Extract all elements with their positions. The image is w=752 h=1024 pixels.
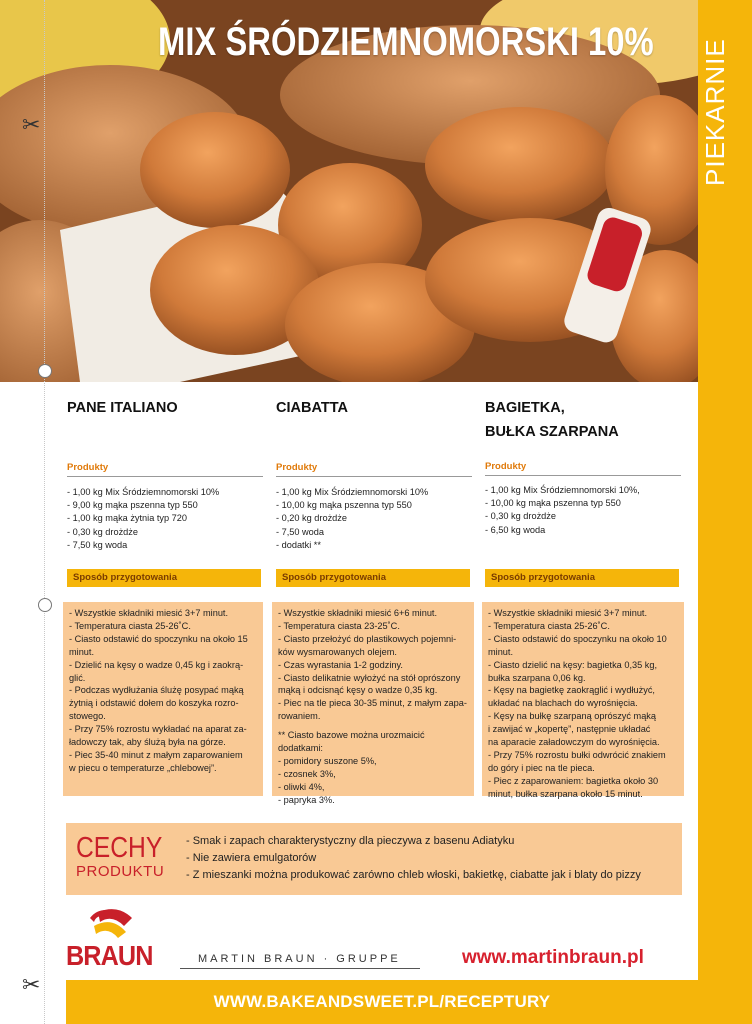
- preparation-header: Sposób przygotowania: [485, 569, 679, 587]
- list-item: - Przy 75% rozrostu wykładać na aparat za-: [69, 724, 247, 735]
- list-item: minut, bułka szarpana około 15 minut.: [488, 788, 643, 799]
- scissors-icon: ✂: [22, 112, 41, 137]
- list-item: - Ciasto przełożyć do plastikowych pojemni-: [278, 633, 457, 644]
- list-item: - Nie zawiera emulgatorów: [186, 852, 317, 864]
- preparation-header: Sposób przygotowania: [276, 569, 470, 587]
- list-item: - 0,30 kg drożdże: [485, 511, 556, 522]
- recipe-title-line: BUŁKA SZARPANA: [485, 424, 619, 440]
- features-list: [186, 833, 641, 884]
- list-item: - Wszystkie składniki miesić 3+7 minut.: [488, 608, 648, 618]
- category-label: [700, 136, 731, 186]
- list-item: stowego.: [69, 711, 106, 722]
- products-label: Produkty: [276, 462, 318, 473]
- list-item: - Piec 35-40 minut z małym zaparowaniem: [69, 749, 243, 760]
- recipe-column-ciabatta: [276, 396, 470, 420]
- products-list: [276, 486, 428, 552]
- features-title: CECHY: [76, 832, 163, 864]
- divider: [485, 475, 681, 476]
- brand-wordmark: BRAUN: [66, 940, 153, 971]
- list-item: - 7,50 woda: [276, 526, 325, 537]
- list-item: ** Ciasto bazowe można urozmaicić dodatkami:: [278, 730, 425, 754]
- list-item: - Dzielić na kęsy o wadze 0,45 kg i zaokrą-: [69, 659, 244, 670]
- list-item: - 10,00 kg mąka pszenna typ 550: [485, 498, 621, 509]
- products-list: [485, 484, 640, 537]
- recipe-title: CIABATTA: [276, 400, 348, 416]
- list-item: - Wszystkie składniki miesić 6+6 minut.: [278, 608, 438, 618]
- divider: [276, 476, 472, 477]
- list-item: - oliwki 4%,: [278, 781, 325, 792]
- list-item: bułka szarpana 0,06 kg.: [488, 672, 586, 683]
- list-item: ków wysmarowanych olejem.: [278, 646, 397, 657]
- page-title: MIX ŚRÓDZIEMNOMORSKI 10%: [158, 20, 654, 64]
- preparation-box: [272, 602, 474, 805]
- divider: [180, 968, 420, 969]
- recipe-column-pane-italiano: [67, 396, 261, 420]
- preparation-box: [482, 602, 684, 799]
- preparation-box: [63, 602, 263, 796]
- list-item: - papryka 3%.: [278, 794, 335, 805]
- features-subtitle: PRODUKTU: [76, 863, 165, 880]
- list-item: - Czas wyrastania 1-2 godziny.: [278, 659, 403, 670]
- list-item: - czosnek 3%,: [278, 768, 336, 779]
- list-item: - Przy 75% rozrostu bułki odwrócić znakiem: [488, 749, 666, 760]
- list-item: - Kęsy na bułkę szarpaną oprószyć mąką: [488, 711, 657, 722]
- list-item: - Ciasto odstawić do spoczynku na około 10: [488, 633, 667, 644]
- list-item: - Temperatura ciasta 25-26˚C.: [69, 620, 191, 631]
- products-list: [67, 486, 219, 552]
- list-item: - 6,50 kg woda: [485, 524, 546, 535]
- list-item: układać na blachach do wyrośnięcia.: [488, 698, 638, 709]
- braun-logo-icon: [66, 904, 166, 944]
- list-item: - Ciasto delikatnie wyłożyć na stół oprószony: [278, 672, 461, 683]
- list-item: w piecu o temperaturze „chlebowej”.: [69, 762, 217, 773]
- list-item: - 7,50 kg woda: [67, 539, 128, 550]
- list-item: - 0,30 kg drożdże: [67, 526, 138, 537]
- list-item: - Temperatura ciasta 25-26˚C.: [488, 620, 610, 631]
- product-features-box: [66, 823, 682, 895]
- list-item: - Piec na tle pieca 30-35 minut, z małym zapa-: [278, 698, 467, 709]
- list-item: - Temperatura ciasta 23-25˚C.: [278, 620, 400, 631]
- products-label: Produkty: [67, 462, 109, 473]
- punch-hole: [38, 598, 52, 612]
- list-item: na aparacie załadowczym do wyrośnięcia.: [488, 737, 660, 748]
- list-item: - dodatki **: [276, 539, 321, 550]
- list-item: - Ciasto odstawić do spoczynku na około 15: [69, 633, 248, 644]
- recipe-title-line: BAGIETKA,: [485, 400, 565, 416]
- list-item: - Kęsy na bagietkę zaokrąglić i wydłużyć,: [488, 685, 655, 696]
- scissors-icon: ✂: [22, 972, 41, 997]
- group-name: MARTIN BRAUN · GRUPPE: [198, 953, 401, 965]
- list-item: i zawijać w „kopertę”, następnie układać: [488, 724, 651, 735]
- list-item: - pomidory suszone 5%,: [278, 755, 377, 766]
- list-item: - 1,00 kg mąka żytnia typ 720: [67, 513, 188, 524]
- recipes-link[interactable]: WWW.BAKEANDSWEET.PL/RECEPTURY: [213, 992, 551, 1011]
- recipe-title: PANE ITALIANO: [67, 400, 178, 416]
- list-item: - Smak i zapach charakterystyczny dla pieczywa z basenu Adiatyku: [186, 835, 515, 847]
- list-item: - 1,00 kg Mix Śródziemnomorski 10%,: [485, 485, 640, 495]
- list-item: - 1,00 kg Mix Śródziemnomorski 10%: [67, 487, 220, 497]
- list-item: minut.: [69, 646, 95, 657]
- divider: [67, 476, 263, 477]
- list-item: mąką i odcisnąć kęsy o wadze 0,35 kg.: [278, 685, 438, 696]
- list-item: - Ciasto dzielić na kęsy: bagietka 0,35 kg,: [488, 659, 658, 670]
- website-link[interactable]: www.martinbraun.pl: [462, 947, 644, 968]
- recipe-column-bagietka: [485, 396, 679, 444]
- list-item: rowaniem.: [278, 711, 321, 722]
- list-item: - Piec z zaparowaniem: bagietka około 30: [488, 775, 659, 786]
- punch-hole: [38, 364, 52, 378]
- list-item: - Wszystkie składniki miesić 3+7 minut.: [69, 608, 229, 618]
- list-item: glić.: [69, 672, 86, 683]
- fold-guide: [44, 0, 45, 1024]
- list-item: - 9,00 kg mąka pszenna typ 550: [67, 500, 198, 511]
- list-item: - 10,00 kg mąka pszenna typ 550: [276, 500, 412, 511]
- list-item: - Podczas wydłużania ślużę posypać mąką: [69, 685, 244, 696]
- list-item: ładowczy tak, aby ślużą była na górze.: [69, 737, 226, 748]
- list-item: do góry i piec na tle pieca.: [488, 762, 595, 773]
- list-item: - 1,00 kg Mix Śródziemnomorski 10%: [276, 487, 429, 497]
- list-item: - 0,20 kg drożdże: [276, 513, 347, 524]
- list-item: - Z mieszanki można produkować zarówno chleb włoski, bakietkę, ciabatte jak i blaty do pizzy: [186, 869, 641, 881]
- products-label: Produkty: [485, 461, 527, 472]
- list-item: żytnią i odstawić dołem do koszyka rozro-: [69, 698, 239, 709]
- list-item: minut.: [488, 646, 514, 657]
- preparation-header: Sposób przygotowania: [67, 569, 261, 587]
